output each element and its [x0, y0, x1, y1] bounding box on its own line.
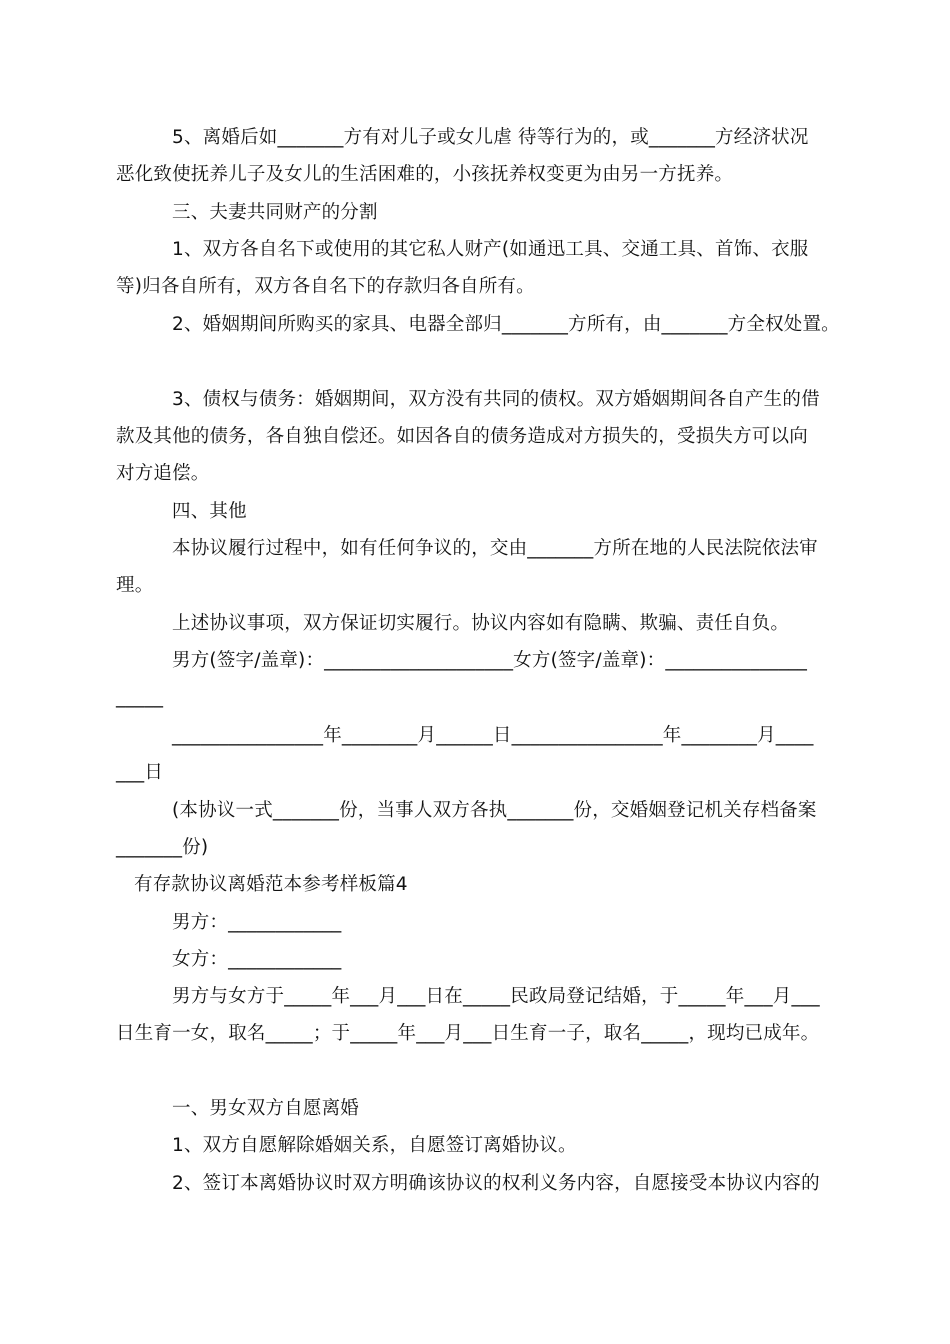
- text-line: 2、签订本离婚协议时双方明确该协议的权利义务内容，自愿接受本协议内容的: [172, 1173, 820, 1194]
- date-line: ________________年________月______日________________年________月____: [172, 725, 814, 746]
- text-line: 恶化致使抚养儿子及女儿的生活困难的，小孩抚养权变更为由另一方抚养。: [116, 164, 734, 185]
- date-line: ___日: [116, 762, 164, 783]
- party-line: 女方：____________: [172, 949, 342, 970]
- section-heading: 一、男女双方自愿离婚: [172, 1098, 360, 1119]
- text-line: 5、离婚后如_______方有对儿子或女儿虐 待等行为的，或_______方经济状况: [172, 127, 809, 148]
- text-line: 等)归各自所有，双方各自名下的存款归各自所有。: [116, 276, 535, 297]
- text-line: 上述协议事项，双方保证切实履行。协议内容如有隐瞒、欺骗、责任自负。: [172, 613, 790, 634]
- text-line: 日生育一女，取名_____；于_____年___月___日生育一子，取名_____，现均已成年。: [116, 1023, 820, 1044]
- text-line: _______份): [116, 837, 209, 858]
- text-line: 对方追偿。: [116, 463, 210, 484]
- text-line: 本协议履行过程中，如有任何争议的，交由_______方所在地的人民法院依法审: [172, 538, 818, 559]
- text-line: 2、婚姻期间所购买的家具、电器全部归_______方所有，由_______方全权处置。: [172, 314, 840, 335]
- text-line: 1、双方自愿解除婚姻关系，自愿签订离婚协议。: [172, 1135, 577, 1156]
- section-heading: 三、夫妻共同财产的分割: [172, 202, 378, 223]
- text-line: 款及其他的债务，各自独自偿还。如因各自的债务造成对方损失的，受损失方可以向: [116, 426, 808, 447]
- signature-line: 男方(签字/盖章)：____________________女方(签字/盖章)：_______________: [172, 650, 808, 671]
- section-heading: 四、其他: [172, 501, 247, 522]
- text-line: 3、债权与债务：婚姻期间，双方没有共同的债权。双方婚姻期间各自产生的借: [172, 389, 820, 410]
- document-title: 有存款协议离婚范本参考样板篇4: [134, 874, 408, 895]
- signature-line: _____: [116, 687, 164, 708]
- text-line: (本协议一式_______份，当事人双方各执_______份，交婚姻登记机关存档备案: [172, 800, 817, 821]
- text-line: 理。: [116, 575, 154, 596]
- text-line: 男方与女方于_____年___月___日在_____民政局登记结婚，于_____年___月___: [172, 986, 820, 1007]
- text-line: 1、双方各自名下或使用的其它私人财产(如通迅工具、交通工具、首饰、衣服: [172, 239, 809, 260]
- party-line: 男方：____________: [172, 912, 342, 933]
